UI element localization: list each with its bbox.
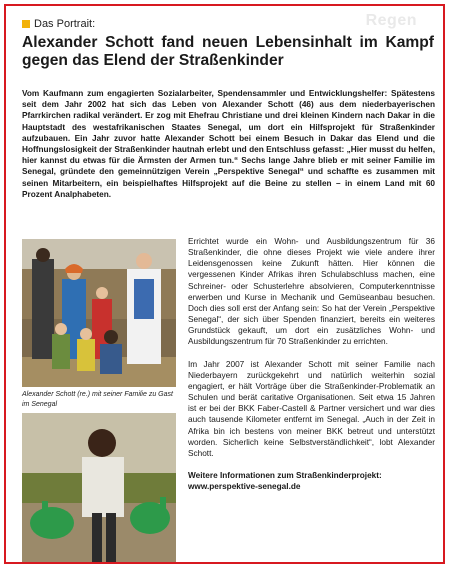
family-photo [22,239,176,387]
rubric-label: Das Portrait: [34,18,96,30]
info-heading: Weitere Informationen zum Straßenkinderprojekt: [188,470,382,480]
boy-watering-photo [22,413,176,563]
region-label: Regen [365,12,417,29]
photo-caption: Alexander Schott (re.) mit seiner Familie zu Gast im Senegal [22,391,173,408]
body-paragraph-2: Im Jahr 2007 ist Alexander Schott mit seiner Familie nach Niederbayern zurückgekehrt und natürlich weiterhin sozial engagiert, er hält Vorträge über die Straßenkinder-Problematik an Schulen und berät caritative Organisationen. Seit etwa 15 Jahren ist er bei der BKK Faber-Castell & Partner versichert und war dies auch tausende Kilometer entfernt im Senegal. „Auch in der Zeit in Afrika bin ich bestens von meiner BKK betreut und unterstützt worden. Sicherlich keine Selbstverständlichkeit“, lobt Alexander Schott. [188,359,435,458]
headline: Alexander Schott fand neuen Lebensinhalt im Kampf gegen das Elend der Straßenkinder [22,34,434,69]
body-paragraph-1: Errichtet wurde ein Wohn- und Ausbildungszentrum für 36 Straßenkinder, die ohne dieses Projekt wie viele andere ihrer Leidensgenossen keine Zukunft hätten. Hier können die vergessenen Kinder Afrikas ihren Schulabschluss machen, eine Schreiner- oder Schusterlehre absolvieren, Computerkenntnisse erwerben und Kurse in Mechanik und Gemüseanbau besuchen. Doch dies soll erst der Anfang sein: So hat der Verein „Perspektive Senegal“, der sich über Spenden finanziert, bereits ein weiteres Grundstück gekauft, um dort ein zusätzliches Wohn- und Ausbildungszentrum für 70 Straßenkinder zu errichten. [188,237,435,347]
body-column [188,236,435,492]
rubric-square-icon [22,20,30,28]
info-url-link[interactable]: www.perspektive-senegal.de [188,482,301,492]
lead-paragraph: Vom Kaufmann zum engagierten Sozialarbeiter, Spendensammler und Entwicklungshelfer: Spätestens seit dem Jahr 2002 hat sich das Leben von Alexander Schott (46) aus dem niederbayerischen Pfarrkirchen radikal verändert. Er zog mit Ehefrau Christiane und drei kleinen Kindern nach Dakar in die Hauptstadt des westafrikanischen Staates Senegal, um dort ein Hilfsprojekt für Straßenkinder aufzubauen. Ein Jahr zuvor hatte Alexander Schott bei einem Besuch in Dakar das Elend und die Hoffnungslosigkeit der Straßenkinder hautnah erlebt und den Entschluss gefasst: „Hier musst du helfen, hier kannst du etwas für die Ärmsten der Armen tun.“ Sechs lange Jahre blieb er mit seiner Familie im Senegal, gründete den gemeinnützigen Verein „Perspektive Senegal“ und schaffte es zusammen mit seinen Mitarbeitern, ein beispielhaftes Hilfsprojekt auf die Beine zu stellen – in einem Land mit 60 Prozent Analphabeten. [22,89,435,199]
rubric [22,18,95,30]
article-frame [4,4,445,564]
